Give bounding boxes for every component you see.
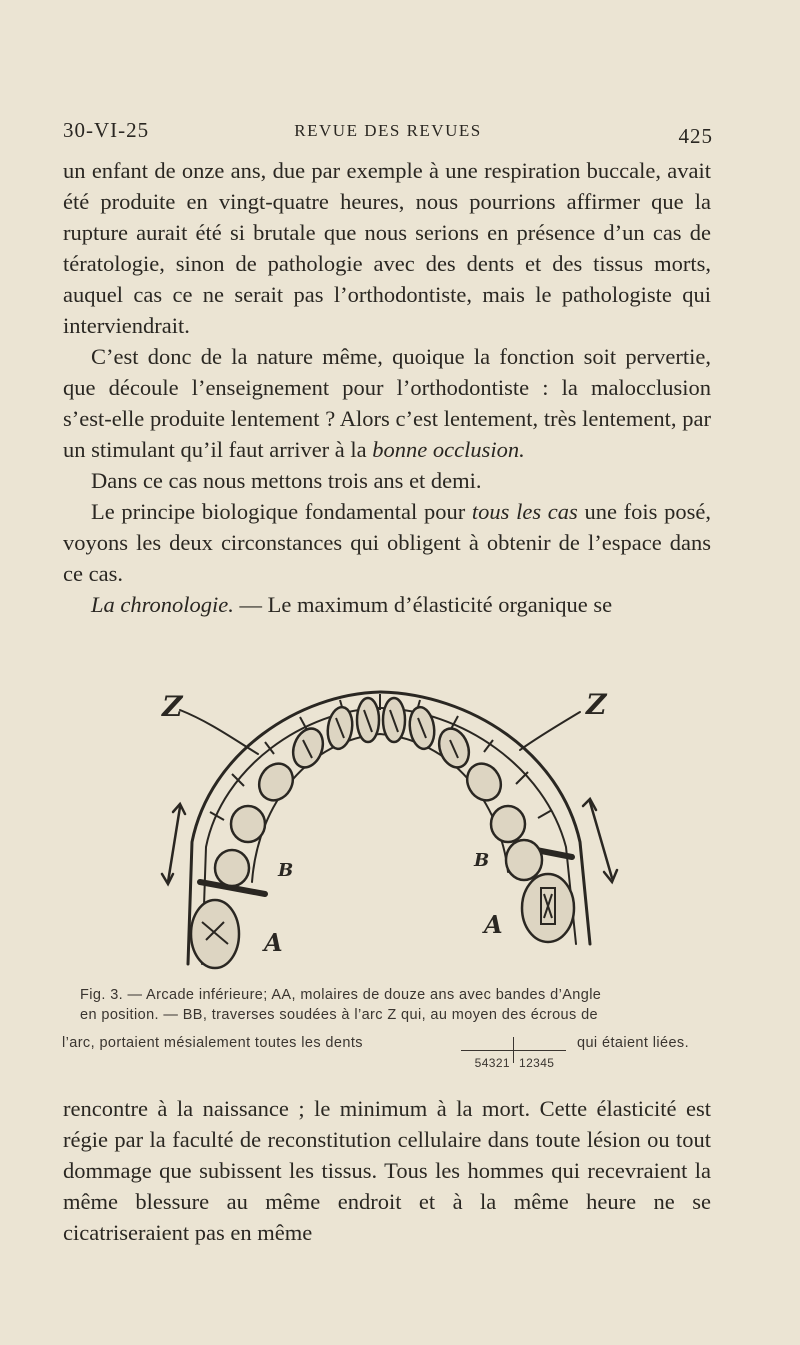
caption-line-2: en position. — BB, traverses soudées à l’arc Z qui, au moyen des écrous de bbox=[80, 1007, 599, 1023]
body-text-bottom bbox=[63, 1093, 711, 1248]
teeth-left-numbers: 54321 bbox=[474, 1056, 510, 1070]
italic-phrase: bonne occlusion. bbox=[372, 437, 525, 462]
teeth-right-numbers: 12345 bbox=[519, 1056, 555, 1070]
tooth-notation-fraction bbox=[461, 1033, 566, 1069]
paragraph-elasticity: rencontre à la naissance ; le minimum à la mort. Cette élasticité est régie par la faculté de reconstitution cellulaire dans toute lésion ou tout dommage que subissent les tissus. Tous les hommes qui recevraient la même blessure au même endroit et à la même heure ne se cicatriseraient pas en même bbox=[63, 1096, 711, 1245]
italic-phrase: tous les cas bbox=[471, 499, 578, 524]
midline-bar bbox=[513, 1037, 514, 1063]
paragraph-text: une fois posé, voyons les deux circonstances qui obligent à obtenir de l’espace dans ce cas. bbox=[63, 499, 712, 586]
label-b-right: B bbox=[474, 850, 490, 871]
paragraph-text: C’est donc de la nature même, quoique la fonction soit pervertie, que découle l’enseignement pour l’orthodontiste : la malocclusion s’est-elle produite lentement ? Alors c’est lentement, très lentement, par un stimulant qu’il faut arriver à la bbox=[63, 344, 711, 462]
dental-arch-figure bbox=[140, 682, 630, 982]
caption-line-3-start: l’arc, portaient mésialement toutes les dents bbox=[62, 1035, 363, 1051]
caption-line-1: Fig. 3. — Arcade inférieure; AA, molaires de douze ans avec bandes d’Angle bbox=[80, 987, 602, 1003]
label-a-right: A bbox=[484, 910, 503, 939]
label-b-left: B bbox=[278, 860, 294, 881]
paragraph-text: Le principe biologique fondamental pour bbox=[91, 499, 472, 524]
paragraph-text: — Le maximum d’élasticité organique se bbox=[233, 592, 613, 617]
paragraph-principle bbox=[63, 496, 711, 589]
label-a-left: A bbox=[264, 928, 283, 957]
figure-caption bbox=[62, 985, 712, 1071]
header-date: 30-VI-25 bbox=[63, 118, 150, 142]
paragraph-duration: Dans ce cas nous mettons trois ans et demi. bbox=[91, 468, 482, 493]
section-heading-italic: La chronologie. bbox=[91, 592, 234, 617]
caption-line-3-end: qui étaient liées. bbox=[577, 1035, 689, 1051]
caption-line-3 bbox=[62, 1025, 712, 1071]
running-header bbox=[63, 118, 713, 150]
dental-arch-drawing bbox=[140, 682, 630, 982]
body-text-top bbox=[63, 155, 711, 620]
header-journal-title: REVUE DES REVUES bbox=[294, 121, 482, 140]
label-z-left: Z bbox=[162, 690, 183, 723]
label-z-right: Z bbox=[586, 688, 607, 721]
paragraph-chronology bbox=[63, 589, 711, 620]
paragraph-nature bbox=[63, 341, 711, 465]
page-number: 425 bbox=[678, 124, 713, 148]
paragraph-continuation: un enfant de onze ans, due par exemple à une respiration buccale, avait été produite en vingt-quatre heures, nous pourrions affirmer que la rupture aurait été si brutale que nous serions en présence d’un cas de tératologie, sinon de pathologie avec des dents et des tissus morts, auquel cas ce ne serait pas l’orthodontiste, mais le pathologiste qui interviendrait. bbox=[63, 158, 711, 338]
